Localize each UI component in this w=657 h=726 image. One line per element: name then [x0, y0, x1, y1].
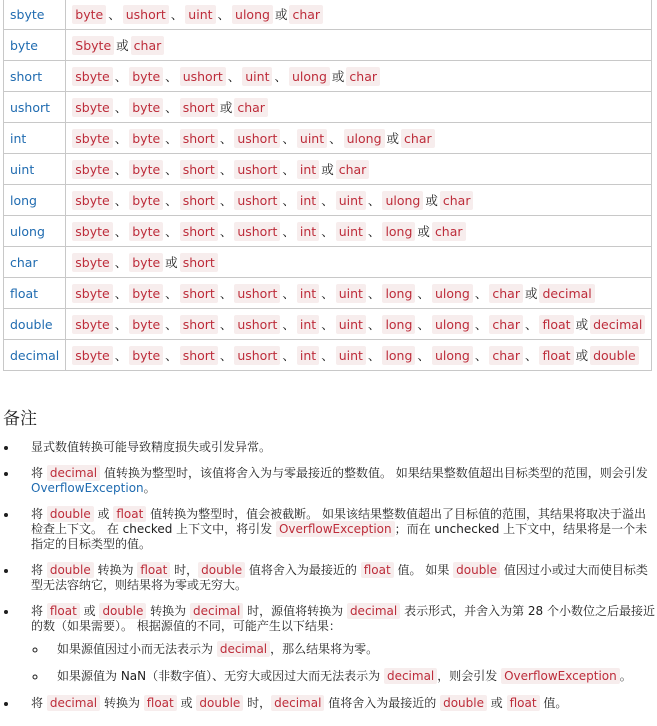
list-separator: 、 — [417, 286, 430, 301]
source-type-cell: uint — [4, 154, 66, 185]
type-code: char — [131, 36, 165, 55]
type-code: ushort — [234, 346, 280, 365]
type-code: short — [180, 222, 218, 241]
list-separator: 、 — [114, 100, 128, 115]
list-separator: 、 — [165, 317, 178, 332]
type-code: double — [590, 346, 639, 365]
type-code: byte — [129, 67, 163, 86]
list-separator: 、 — [417, 348, 430, 363]
source-type-cell: byte — [4, 30, 66, 61]
note-text: 或 — [93, 507, 114, 521]
type-code: ulong — [432, 315, 473, 334]
type-code: uint — [336, 191, 366, 210]
list-separator: 、 — [367, 286, 381, 301]
list-separator: 、 — [227, 69, 241, 84]
list-separator: 、 — [114, 317, 128, 332]
type-code: ulong — [432, 346, 473, 365]
target-types-cell — [66, 92, 652, 123]
source-type-cell: ulong — [4, 216, 66, 247]
type-code: uint — [242, 67, 272, 86]
inline-code: double — [440, 695, 487, 711]
inline-code: OverflowException — [276, 521, 395, 537]
sub-note-item — [47, 669, 655, 684]
source-type-cell: float — [4, 278, 66, 309]
type-code: long — [382, 222, 415, 241]
table-row — [4, 278, 652, 309]
list-separator: 、 — [367, 224, 381, 239]
type-code: byte — [129, 346, 163, 365]
note-item — [18, 507, 655, 552]
type-code: short — [180, 98, 218, 117]
list-separator: 、 — [114, 69, 128, 84]
type-code: sbyte — [72, 98, 112, 117]
list-separator: 、 — [219, 162, 233, 177]
type-code: ulong — [432, 284, 473, 303]
note-text: 将 — [31, 563, 47, 577]
table-row — [4, 216, 652, 247]
table-row — [4, 247, 652, 278]
notes-heading: 备注 — [3, 409, 37, 429]
inline-code: decimal — [217, 641, 270, 657]
table-row — [4, 154, 652, 185]
list-separator: 、 — [114, 255, 128, 270]
table-row — [4, 309, 652, 340]
type-code: byte — [129, 315, 163, 334]
note-text: 转换为 — [100, 696, 144, 710]
type-code: byte — [72, 5, 106, 24]
type-code: short — [180, 129, 218, 148]
list-separator: 、 — [282, 286, 295, 301]
list-separator: 、 — [274, 69, 287, 84]
type-code: int — [297, 160, 319, 179]
list-separator: 、 — [108, 7, 121, 22]
type-code: byte — [129, 98, 163, 117]
type-code: char — [401, 129, 435, 148]
note-item — [18, 604, 655, 684]
note-item — [18, 563, 655, 593]
target-types-cell — [66, 278, 652, 309]
inline-code: float — [144, 695, 177, 711]
type-code: sbyte — [72, 346, 112, 365]
list-separator: 、 — [321, 286, 334, 301]
list-separator: 、 — [219, 286, 233, 301]
or-word: 或 — [165, 255, 178, 270]
or-word: 或 — [575, 348, 589, 363]
inline-code: decimal — [190, 603, 243, 619]
note-text: 。 — [619, 669, 632, 683]
inline-code: decimal — [347, 603, 400, 619]
list-separator: 、 — [165, 162, 178, 177]
type-code: float — [539, 346, 573, 365]
target-types-cell — [66, 61, 652, 92]
type-code: char — [432, 222, 466, 241]
table-row — [4, 61, 652, 92]
inline-code: double — [196, 695, 243, 711]
table-row — [4, 30, 652, 61]
type-code: Sbyte — [72, 36, 114, 55]
list-separator: 、 — [114, 224, 128, 239]
type-code: sbyte — [72, 253, 112, 272]
type-code: short — [180, 284, 218, 303]
target-types-cell — [66, 340, 652, 371]
note-text: 时，源值将转换为 — [243, 604, 347, 618]
type-code: uint — [336, 284, 366, 303]
list-separator: 、 — [367, 348, 381, 363]
list-separator: 、 — [524, 317, 538, 332]
target-types-cell — [66, 247, 652, 278]
source-type-cell: long — [4, 185, 66, 216]
note-text: 时， — [243, 696, 272, 710]
list-separator: 、 — [474, 317, 488, 332]
or-word: 或 — [219, 100, 233, 115]
type-code: char — [440, 191, 474, 210]
target-types-cell — [66, 123, 652, 154]
note-item — [18, 696, 655, 711]
list-separator: 、 — [282, 224, 295, 239]
or-word: 或 — [274, 7, 288, 22]
note-text: 值将舍入为最接近的 — [324, 696, 441, 710]
inline-code: decimal — [384, 668, 437, 684]
list-separator: 、 — [114, 131, 128, 146]
inline-code: float — [361, 562, 394, 578]
list-separator: 、 — [321, 348, 334, 363]
list-separator: 、 — [165, 69, 178, 84]
list-separator: 、 — [219, 193, 233, 208]
type-code: uint — [336, 315, 366, 334]
list-separator: 、 — [321, 224, 334, 239]
type-code: short — [180, 191, 218, 210]
list-separator: 、 — [165, 348, 178, 363]
type-code: uint — [336, 346, 366, 365]
note-item — [18, 440, 655, 455]
note-text: 值转换为整型时，该值将舍入为与零最接近的整数值。 如果结果整数值超出目标类型的范围，则会引发 — [100, 466, 648, 480]
source-type-cell: decimal — [4, 340, 66, 371]
type-code: sbyte — [72, 160, 112, 179]
type-code: char — [346, 67, 380, 86]
type-code: ushort — [234, 284, 280, 303]
type-code: decimal — [539, 284, 594, 303]
note-text: ，那么结果将为零。 — [270, 642, 379, 656]
list-separator: 、 — [219, 131, 233, 146]
target-types-cell — [66, 185, 652, 216]
type-code: sbyte — [72, 284, 112, 303]
list-separator: 、 — [474, 286, 488, 301]
or-word: 或 — [331, 69, 345, 84]
note-text: 如果源值因过小而无法表示为 — [57, 642, 217, 656]
list-separator: 、 — [367, 317, 381, 332]
or-word: 或 — [386, 131, 400, 146]
sub-note-list — [31, 642, 655, 684]
type-code: char — [234, 98, 268, 117]
type-code: sbyte — [72, 315, 112, 334]
type-code: long — [382, 346, 415, 365]
type-code: ulong — [232, 5, 273, 24]
table-row — [4, 340, 652, 371]
conversion-table-body — [4, 0, 652, 371]
type-code: sbyte — [72, 67, 112, 86]
note-text: 将 — [31, 466, 47, 480]
table-row — [4, 92, 652, 123]
inline-code: decimal — [47, 465, 100, 481]
type-code: uint — [185, 5, 215, 24]
type-code: ushort — [123, 5, 169, 24]
note-text: 或 — [176, 696, 197, 710]
type-code: sbyte — [72, 222, 112, 241]
type-code: ushort — [234, 191, 280, 210]
list-separator: 、 — [114, 193, 128, 208]
type-code: ulong — [344, 129, 385, 148]
list-separator: 、 — [165, 131, 178, 146]
type-code: sbyte — [72, 191, 112, 210]
source-type-cell: double — [4, 309, 66, 340]
type-code: char — [489, 315, 523, 334]
type-code: decimal — [590, 315, 645, 334]
type-code: char — [489, 284, 523, 303]
inline-code: decimal — [47, 695, 100, 711]
type-code: byte — [129, 191, 163, 210]
list-separator: 、 — [367, 193, 381, 208]
inline-code: decimal — [271, 695, 324, 711]
note-text: 如果源值为 NaN（非数字值）、无穷大或因过大而无法表示为 — [57, 669, 384, 683]
note-text: 值。 如果 — [393, 563, 454, 577]
source-type-cell: char — [4, 247, 66, 278]
note-text: 值因过小或过大而使目标类型无法容纳它，则结果将为零或无穷大。 — [31, 563, 648, 592]
type-code: uint — [297, 129, 327, 148]
type-code: sbyte — [72, 129, 112, 148]
note-text: 将 — [31, 696, 47, 710]
inline-code: float — [507, 695, 540, 711]
type-code: char — [489, 346, 523, 365]
target-types-cell — [66, 0, 652, 30]
type-code: ushort — [234, 315, 280, 334]
target-types-cell — [66, 216, 652, 247]
type-code: byte — [129, 253, 163, 272]
list-separator: 、 — [219, 317, 233, 332]
type-code: ushort — [234, 160, 280, 179]
inline-code: double — [47, 506, 94, 522]
list-separator: 、 — [114, 286, 128, 301]
type-code: int — [297, 315, 319, 334]
conversion-table — [3, 0, 652, 371]
type-code: int — [297, 284, 319, 303]
inline-code: double — [47, 562, 94, 578]
inline-code: double — [453, 562, 500, 578]
table-row — [4, 123, 652, 154]
note-text: ；而在 unchecked 上下文中，结果将是一个未指定的目标类型的值。 — [31, 522, 648, 551]
type-code: byte — [129, 222, 163, 241]
type-code: int — [297, 346, 319, 365]
type-code: ushort — [180, 67, 226, 86]
or-word: 或 — [116, 38, 129, 53]
inline-code: float — [47, 603, 80, 619]
list-separator: 、 — [474, 348, 488, 363]
table-row — [4, 0, 652, 30]
note-text: 表示形式，并舍入为第 28 个小数位之后最接近的数（如果需要）。 根据源值的不同，可能产生以下结果： — [31, 604, 655, 633]
list-separator: 、 — [165, 286, 178, 301]
note-text: 时， — [170, 563, 199, 577]
note-text: 或 — [486, 696, 507, 710]
list-separator: 、 — [282, 348, 295, 363]
target-types-cell — [66, 30, 652, 61]
type-code: float — [539, 315, 573, 334]
note-text: 转换为 — [146, 604, 190, 618]
inline-code: double — [99, 603, 146, 619]
list-separator: 、 — [217, 7, 231, 22]
note-text: 值将舍入为最接近的 — [245, 563, 361, 577]
inline-code: float — [113, 506, 146, 522]
source-type-cell: short — [4, 61, 66, 92]
type-code: int — [297, 222, 319, 241]
source-type-cell: ushort — [4, 92, 66, 123]
inline-code: OverflowException — [501, 668, 620, 684]
note-text: 显式数值转换可能导致精度损失或引发异常。 — [31, 440, 272, 454]
list-separator: 、 — [329, 131, 342, 146]
list-separator: 、 — [282, 131, 295, 146]
note-text: 将 — [31, 507, 47, 521]
list-separator: 、 — [282, 317, 295, 332]
type-code: ushort — [234, 222, 280, 241]
type-code: short — [180, 346, 218, 365]
sub-note-item — [47, 642, 655, 657]
note-text: 转换为 — [93, 563, 138, 577]
list-separator: 、 — [282, 162, 295, 177]
or-word: 或 — [425, 193, 438, 208]
type-code: ulong — [382, 191, 423, 210]
or-word: 或 — [524, 286, 538, 301]
note-item — [18, 466, 655, 496]
list-separator: 、 — [165, 100, 178, 115]
type-code: byte — [129, 284, 163, 303]
list-separator: 、 — [417, 317, 430, 332]
or-word: 或 — [321, 162, 334, 177]
list-separator: 、 — [282, 193, 295, 208]
list-separator: 、 — [170, 7, 184, 22]
inline-code: double — [198, 562, 245, 578]
note-text: 或 — [79, 604, 100, 618]
or-word: 或 — [417, 224, 430, 239]
type-code: short — [180, 160, 218, 179]
list-separator: 、 — [114, 162, 128, 177]
type-code: int — [297, 191, 319, 210]
type-code: long — [382, 315, 415, 334]
type-code: byte — [129, 129, 163, 148]
type-code: short — [180, 253, 218, 272]
note-text: 将 — [31, 604, 47, 618]
source-type-cell: int — [4, 123, 66, 154]
type-code: ulong — [289, 67, 330, 86]
list-separator: 、 — [321, 193, 334, 208]
list-separator: 、 — [524, 348, 538, 363]
target-types-cell — [66, 309, 652, 340]
type-code: char — [336, 160, 370, 179]
type-code: ushort — [234, 129, 280, 148]
note-text: 值。 — [539, 696, 568, 710]
notes-list — [0, 440, 655, 722]
list-separator: 、 — [114, 348, 128, 363]
exception-link[interactable]: OverflowException — [31, 481, 144, 495]
list-separator: 、 — [321, 317, 334, 332]
target-types-cell — [66, 154, 652, 185]
inline-code: float — [137, 562, 170, 578]
type-code: byte — [129, 160, 163, 179]
list-separator: 、 — [219, 224, 233, 239]
list-separator: 、 — [219, 348, 233, 363]
note-text: ，则会引发 — [437, 669, 502, 683]
note-text: 值转换为整型时，值会被截断。 如果该结果整数值超出了目标值的范围，其结果将取决于溢出检查上下文。 在 checked 上下文中，将引发 — [31, 507, 646, 536]
list-separator: 、 — [165, 193, 178, 208]
type-code: uint — [336, 222, 366, 241]
type-code: char — [289, 5, 323, 24]
type-code: short — [180, 315, 218, 334]
type-code: long — [382, 284, 415, 303]
table-row — [4, 185, 652, 216]
or-word: 或 — [575, 317, 589, 332]
note-text: 。 — [143, 481, 156, 495]
source-type-cell: sbyte — [4, 0, 66, 30]
list-separator: 、 — [165, 224, 178, 239]
